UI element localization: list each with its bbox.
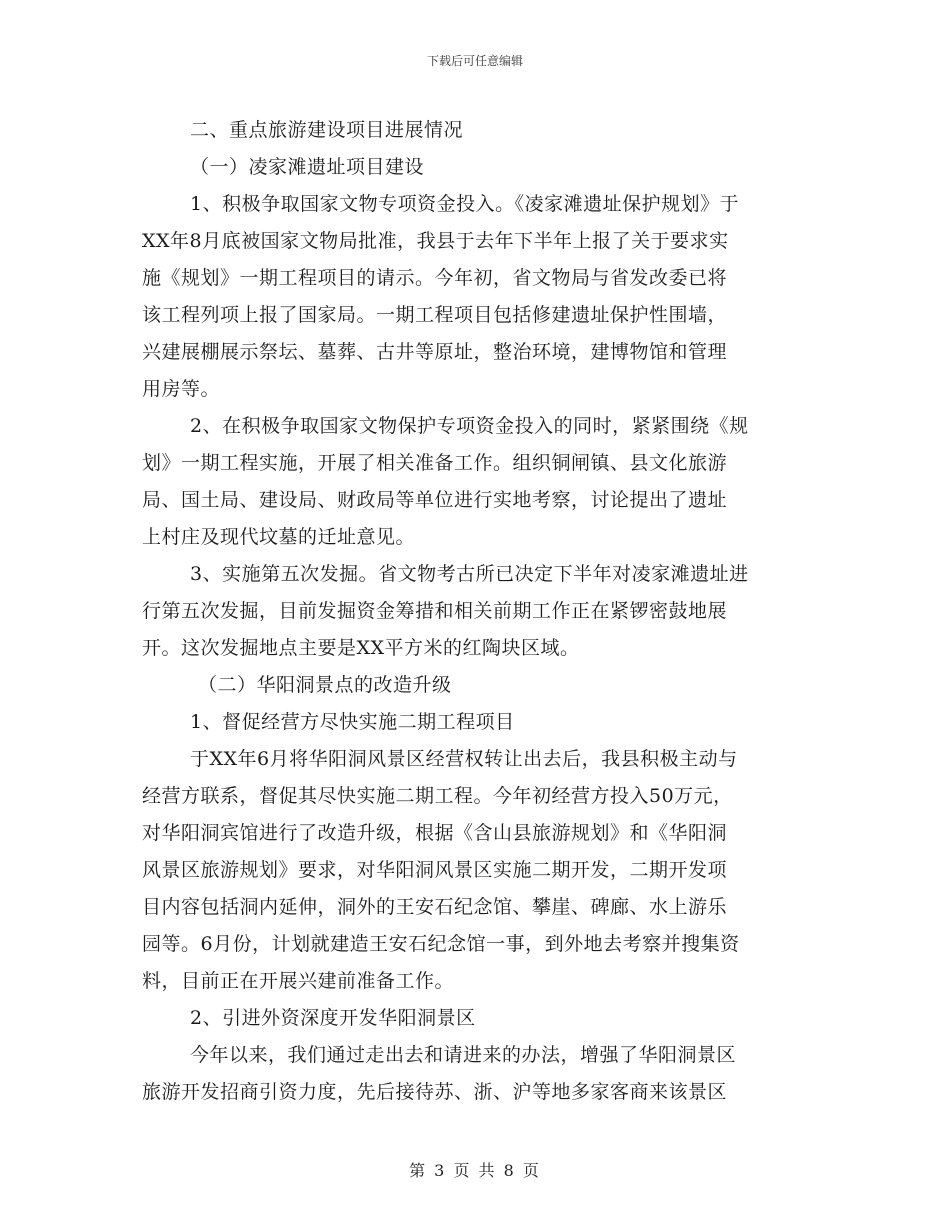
text-line: 对华阳洞宾馆进行了改造升级，根据《含山县旅游规划》和《华阳洞 xyxy=(142,822,728,844)
text-line: （一）凌家滩遗址项目建设 xyxy=(190,156,425,178)
text-line: 上村庄及现代坟墓的迁址意见。 xyxy=(142,526,416,548)
text-line: 用房等。 xyxy=(142,378,221,400)
text-line: 风景区旅游规划》要求，对华阳洞风景区实施二期开发，二期开发项 xyxy=(142,859,728,881)
text-line: 开。这次发掘地点主要是XX平方米的红陶块区域。 xyxy=(142,637,580,659)
text-line: 划》一期工程实施，开展了相关准备工作。组织铜闸镇、县文化旅游 xyxy=(142,452,728,474)
text-line: 3、实施第五次发掘。省文物考古所已决定下半年对凌家滩遗址进 xyxy=(190,563,749,585)
text-line: 于XX年6月将华阳洞风景区经营权转让出去后，我县积极主动与 xyxy=(190,748,738,770)
text-line: 行第五次发掘，目前发掘资金筹措和相关前期工作正在紧锣密鼓地展 xyxy=(142,600,728,622)
text-line: 料，目前正在开展兴建前准备工作。 xyxy=(142,970,455,992)
text-line: 经营方联系，督促其尽快实施二期工程。今年初经营方投入50万元， xyxy=(142,785,733,807)
text-line: 园等。6月份，计划就建造王安石纪念馆一事，到外地去考察并搜集资 xyxy=(142,933,740,955)
text-line: （二）华阳洞景点的改造升级 xyxy=(198,674,452,696)
text-line: 2、在积极争取国家文物保护专项资金投入的同时，紧紧围绕《规 xyxy=(190,415,749,437)
text-line: 局、国土局、建设局、财政局等单位进行实地考察，讨论提出了遗址 xyxy=(142,489,728,511)
text-line: 施《规划》一期工程项目的请示。今年初，省文物局与省发改委已将 xyxy=(142,267,728,289)
text-line: 2、引进外资深度开发华阳洞景区 xyxy=(190,1007,476,1029)
text-line: XX年8月底被国家文物局批准，我县于去年下半年上报了关于要求实 xyxy=(142,230,729,252)
text-line: 今年以来，我们通过走出去和请进来的办法，增强了华阳洞景区 xyxy=(190,1044,737,1066)
text-line: 1、积极争取国家文物专项资金投入。《凌家滩遗址保护规划》于 xyxy=(190,193,740,215)
text-line: 该工程列项上报了国家局。一期工程项目包括修建遗址保护性围墙， xyxy=(142,304,728,326)
text-line: 1、督促经营方尽快实施二期工程项目 xyxy=(190,711,515,733)
document-body xyxy=(142,112,807,1111)
text-line: 兴建展棚展示祭坛、墓葬、古井等原址，整治环境，建博物馆和管理 xyxy=(142,341,728,363)
text-line: 二、重点旅游建设项目进展情况 xyxy=(190,119,464,141)
text-line: 目内容包括洞内延伸，洞外的王安石纪念馆、攀崖、碑廊、水上游乐 xyxy=(142,896,728,918)
page-footer: 第 3 页 共 8 页 xyxy=(409,1161,541,1180)
text-line: 旅游开发招商引资力度，先后接待苏、浙、沪等地多家客商来该景区 xyxy=(142,1081,728,1103)
page-header: 下载后可任意编辑 xyxy=(426,54,523,68)
